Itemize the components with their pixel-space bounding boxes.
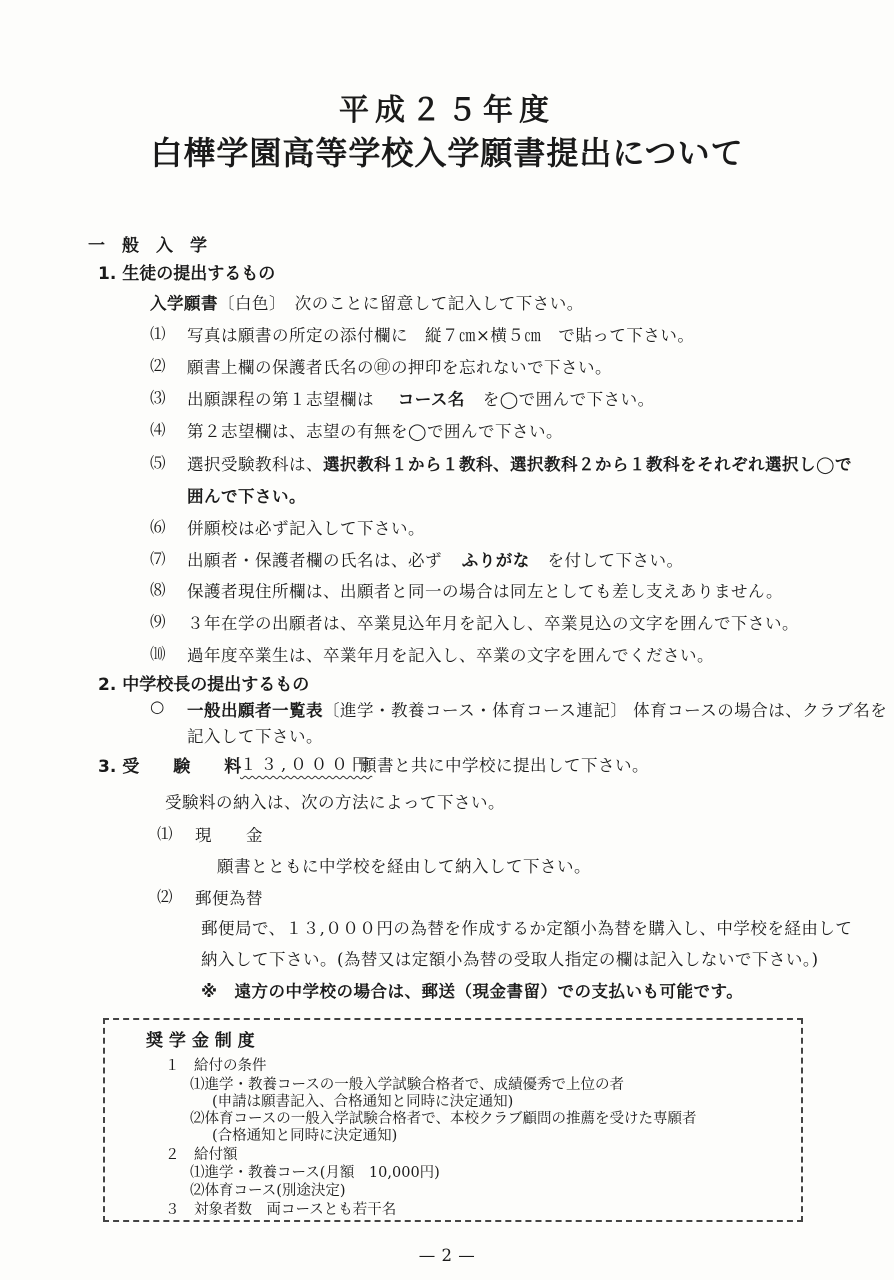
item-number: ⑵ [150,357,166,375]
applicant-list-label: 一般出願者一覧表 [187,701,323,720]
list-marker: ○ [150,697,165,716]
page-title: 白樺学園高等学校入学願書提出について [150,134,744,172]
scholarship-line: ⑴進学・教養コース(月額 10,000円) [190,1165,440,1181]
list-item [187,451,852,475]
list-item: 第２志望欄は、志望の有無を◯で囲んで下さい。 [187,422,563,441]
item-emphasis: 選択教科１から１教科、選択教科２から１教科をそれぞれ選択し◯で [323,455,852,474]
scholarship-line: １ 給付の条件 [165,1058,267,1074]
list-item: 併願校は必ず記入して下さい。 [187,519,425,538]
application-form-label: 入学願書 [150,294,218,313]
method-cash-text: 願書とともに中学校を経由して納入して下さい。 [217,857,591,876]
item-emphasis: ふりがな [461,551,530,570]
item-text: 出願課程の第１志望欄は [187,390,374,409]
item-number: ⑶ [150,389,166,407]
item-text: を◯で囲んで下さい。 [482,390,655,409]
scholarship-line: ⑴進学・教養コースの一般入学試験合格者で、成績優秀で上位の者 [190,1077,624,1093]
exam-fee-amount: １３,０００円 [240,755,373,774]
list-item [187,547,684,571]
section-1-heading: 1. 生徒の提出するもの [98,264,276,284]
list-item: ３年在学の出願者は、卒業見込年月を記入し、卒業見込の文字を囲んで下さい。 [187,614,799,633]
item-number: ⑽ [150,645,166,663]
item-text: を付して下さい。 [547,551,684,570]
applicant-list-line [187,697,887,721]
item-number: ⑺ [150,550,166,568]
list-item: 保護者現住所欄は、出願者と同一の場合は同左としても差し支えありません。 [187,582,783,601]
remote-school-note: ※ 遠方の中学校の場合は、郵送（現金書留）での支払いも可能です。 [201,982,744,1001]
list-item: 過年度卒業生は、卒業年月を記入し、卒業の文字を囲んでください。 [187,646,714,665]
method-cash-label: 現 金 [195,826,263,845]
scholarship-line: ⑵体育コース(別途決定) [190,1183,346,1199]
method-number: ⑵ [157,888,173,906]
item-text: 出願者・保護者欄の氏名は、必ず [187,551,442,570]
item-text: 選択受験教科は、 [187,455,323,474]
page-number: — 2 — [418,1246,476,1265]
payment-intro: 受験料の納入は、次の方法によって下さい。 [165,793,505,812]
scholarship-line: ３ 対象者数 両コースとも若干名 [165,1202,397,1218]
exam-fee-text: 願書と共に中学校に提出して下さい。 [360,756,649,775]
list-item: 願書上欄の保護者氏名の㊞の押印を忘れないで下さい。 [187,358,612,377]
item-number: ⑼ [150,613,166,631]
method-postal-label: 郵便為替 [195,889,263,908]
scholarship-line: ⑵体育コースの一般入学試験合格者で、本校クラブ顧問の推薦を受けた専願者 [190,1111,697,1127]
applicant-list-line2: 記入して下さい。 [187,727,323,746]
scholarship-line: (合格通知と同時に決定通知) [212,1128,398,1144]
application-intro-text: 〔白色〕 次のことに留意して記入して下さい。 [218,294,584,313]
method-number: ⑴ [157,825,173,843]
applicant-list-text: 〔進学・教養コース・体育コース連記〕 体育コースの場合は、クラブ名を [323,701,888,720]
list-item [187,386,655,410]
scholarship-line: (申請は願書記入、合格通知と同時に決定通知) [212,1094,514,1110]
item-emphasis-cont: 囲んで下さい。 [187,487,306,506]
year-title: 平成２５年度 [339,93,555,128]
item-number: ⑻ [150,581,166,599]
method-postal-text-1: 郵便局で、１３,０００円の為替を作成するか定額小為替を購入し、中学校を経由して [201,919,853,938]
section-3-heading: 3. 受 験 料 [98,757,242,777]
item-number: ⑴ [150,325,166,343]
application-intro [150,290,584,314]
scholarship-heading: 奨 学 金 制 度 [146,1031,255,1051]
section-2-heading: 2. 中学校長の提出するもの [98,675,310,695]
item-number: ⑸ [150,454,166,472]
list-item: 写真は願書の所定の添付欄に 縦７㎝×横５㎝ で貼って下さい。 [187,326,695,345]
scholarship-line: ２ 給付額 [165,1147,238,1163]
item-number: ⑹ [150,518,166,536]
section-heading-general: 一 般 入 学 [88,236,207,256]
item-number: ⑷ [150,421,166,439]
item-emphasis: コース名 [397,390,465,409]
method-postal-text-2: 納入して下さい。(為替又は定額小為替の受取人指定の欄は記入しないで下さい。) [201,950,819,969]
